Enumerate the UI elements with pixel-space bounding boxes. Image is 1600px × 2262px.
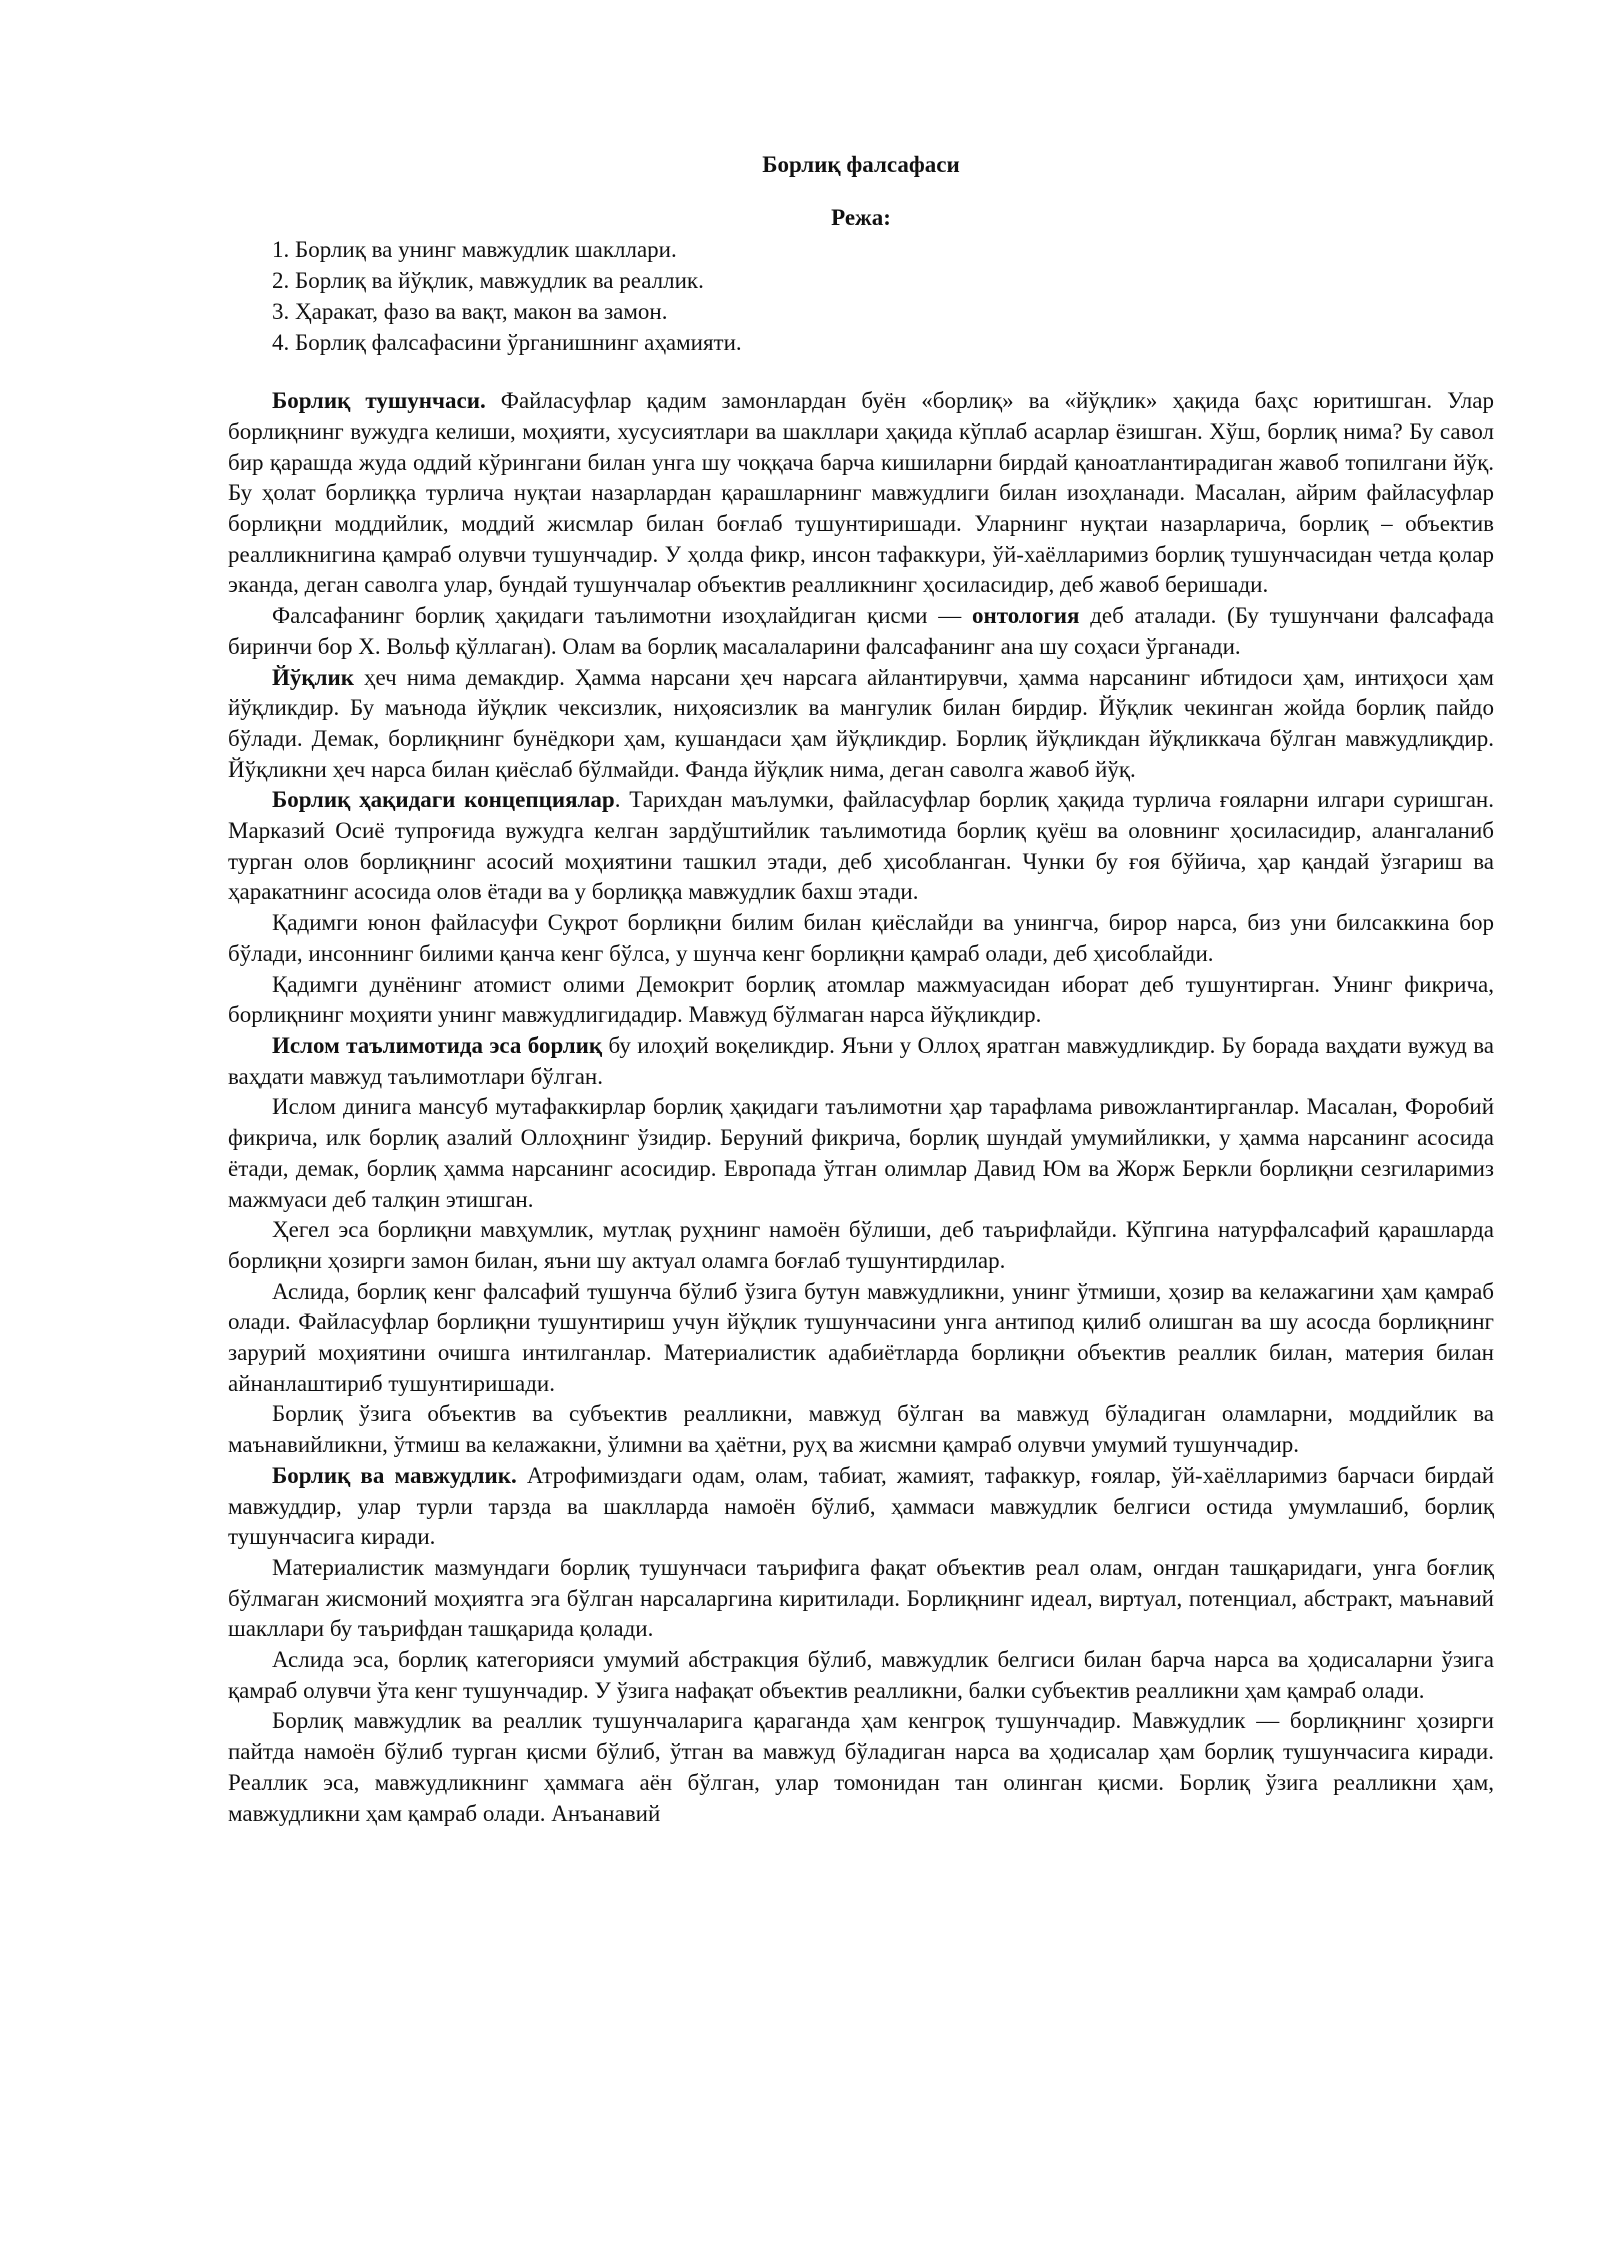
- paragraph-thinkers: Ислом динига мансуб мутафаккирлар борлиқ ҳақидаги таълимотни ҳар тарафлама ривожлантирганлар. Масалан, Форобий фикрича, илк борлиқ азалий Оллоҳнинг ўзидир. Беруний фикрича, борлиқ шундай умумийликки, у ҳамма нарсанинг асосида ётади, демак, борлиқ ҳамма нарсанинг асосидир. Европада ўтган олимлар Давид Юм ва Жорж Беркли борлиқни сезгиларимиз мажмуаси деб талқин этишган.: [228, 1094, 1494, 1212]
- term-ontology: онтология: [971, 603, 1080, 629]
- paragraph-lead: Йўқлик: [272, 664, 355, 690]
- plan-item: 2. Борлиқ ва йўқлик, мавжудлик ва реаллик.: [272, 268, 704, 294]
- paragraph-reality: Борлиқ мавжудлик ва реаллик тушунчаларига қараганда ҳам кенгроқ тушунчадир. Мавжудлик — борлиқнинг ҳозирги пайтда намоён бўлиб турган қисми бўлиб, ўтган ва мавжуд бўладиган нарса ва ҳодисалар ҳам борлиқ тушунчасига киради. Реаллик эса, мавжудликнинг ҳаммага аён бўлган, улар томонидан тан олинган қисми. Борлиқ ўзига реалликни ҳам, мавжудликни ҳам қамраб олади. Анъанавий: [228, 1708, 1494, 1826]
- paragraph-lead: Борлиқ тушунчаси.: [272, 388, 486, 414]
- paragraph-lead: Борлиқ ҳақидаги концепциялар: [272, 787, 615, 813]
- document-title: Борлиқ фалсафаси: [762, 152, 960, 177]
- plan-heading: Режа:: [831, 204, 891, 230]
- paragraph-broad-concept: Аслида, борлиқ кенг фалсафий тушунча бўлиб ўзига бутун мавжудликни, унинг ўтмиши, ҳозир ва келажагини ҳам қамраб олади. Файласуфлар борлиқни тушунтириш учун йўқлик тушунчасини унга антипод қилиб олишган ва шу асосда борлиқнинг зарурий моҳиятини очишга интилганлар. Материалистик адабиётларда борлиқни объектив реаллик билан, материя билан айнанлаштириб тушунтиришади.: [228, 1278, 1494, 1396]
- plan-list: [228, 235, 1494, 358]
- paragraph-concepts: [228, 785, 1494, 908]
- plan-item: 4. Борлиқ фалсафасини ўрганишнинг аҳамияти.: [272, 329, 742, 355]
- paragraph-text: . Тарихдан маълумки, файласуфлар борлиқ ҳақида турлича ғояларни илгари суришган. Марказий Осиё тупроғида вужудга келган зардўштийлик таълимотида борлиқ қуёш ва оловнинг ҳосиласидир, алангаланиб турган олов борлиқнинг асосий моҳиятини ташкил этади, деб ҳисобланган. Чунки бу ғоя бўйича, ҳар қандай ўзгариш ва ҳаракатнинг асосида олов ётади ва у борлиққа мавжудлик бахш этади.: [228, 787, 1494, 905]
- paragraph-hegel: Ҳегел эса борлиқни мавҳумлик, мутлақ руҳнинг намоён бўлиши, деб таърифлайди. Кўпгина натурфалсафий қарашларда борлиқни ҳозирги замон билан, яъни шу актуал оламга боғлаб тушунтирдилар.: [228, 1217, 1494, 1273]
- paragraph-islam: [228, 1031, 1494, 1092]
- paragraph-socrates: Қадимги юнон файласуфи Суқрот борлиқни билим билан қиёслайди ва унингча, бирор нарса, биз уни билсаккина бор бўлади, инсоннинг билими қанча кенг бўлса, у шунча кенг борлиқни қамраб олади, деб ҳисоблайди.: [228, 910, 1494, 966]
- paragraph-lead: Борлиқ ва мавжудлик.: [272, 1462, 517, 1488]
- plan-item: 1. Борлиқ ва унинг мавжудлик шакллари.: [272, 237, 677, 263]
- paragraph-lead: Ислом таълимотида эса борлиқ: [272, 1032, 603, 1058]
- document-page: [228, 150, 1494, 1829]
- paragraph-text: Атрофимиздаги одам, олам, табиат, жамият, тафаккур, ғоялар, ўй-хаёлларимиз барчаси бирдай мавжуддир, улар турли тарзда ва шаклларда намоён бўлиб, ҳаммаси мавжудлик белгиси остида умумлашиб, борлиқ тушунчасига киради.: [228, 1462, 1495, 1550]
- paragraph-materialist: Материалистик мазмундаги борлиқ тушунчаси таърифига фақат объектив реал олам, онгдан ташқаридаги, унга боғлиқ бўлмаган жисмоний моҳиятга эга бўлган нарсаларгина киритилади. Борлиқнинг идеал, виртуал, потенциал, абстракт, маънавий шакллари бу таърифдан ташқарида қолади.: [228, 1554, 1494, 1642]
- paragraph-nothingness: [228, 663, 1494, 786]
- paragraph-democritus: Қадимги дунёнинг атомист олими Демокрит борлиқ атомлар мажмуасидан иборат деб тушунтирган. Унинг фикрича, борлиқнинг моҳияти унинг мавжудлигидадир. Мавжуд бўлмаган нарса йўқликдир.: [228, 971, 1494, 1028]
- paragraph-category: Аслида эса, борлиқ категорияси умумий абстракция бўлиб, мавжудлик белгиси билан барча нарса ва ҳодисаларни ўзига қамраб олувчи ўта кенг тушунчадир. У ўзига нафақат объектив реалликни, балки субъектив реалликни ҳам қамраб олади.: [228, 1647, 1494, 1703]
- paragraph-text: Файласуфлар қадим замонлардан буён «борлиқ» ва «йўқлик» ҳақида баҳс юритишган. Улар борлиқнинг вужудга келиши, моҳияти, хусусиятлари ва шакллари ҳақида кўплаб асарлар ёзишган. Хўш, борлиқ нима? Бу савол бир қарашда жуда оддий кўрингани билан унга шу чоққача барча кишиларни бирдай қаноатлантирадиган жавоб топилгани йўқ. Бу ҳолат борлиққа турлича нуқтаи назарлардан қарашларнинг мавжудлиги билан изоҳланади. Масалан, айрим файласуфлар борлиқни моддийлик, моддий жисмлар билан боғлаб тушунтиришади. Уларнинг нуқтаи назарларича, борлиқ – объектив реалликнигина қамраб олувчи тушунчадир. У ҳолда фикр, инсон тафаккури, ўй-хаёлларимиз борлиқ тушунчасидан четда қолар эканда, деган саволга улар, бундай тушунчалар объектив реалликнинг ҳосиласидир, деб жавоб беришади.: [228, 388, 1494, 598]
- plan-item: 3. Ҳаракат, фазо ва вақт, макон ва замон.: [272, 298, 668, 324]
- paragraph-being-existence: [228, 1461, 1494, 1553]
- paragraph-text: бу илоҳий воқеликдир. Яъни у Оллоҳ яратган мавжудликдир. Бу борада ваҳдати вужуд ва ваҳдати мавжуд таълимотлари бўлган.: [228, 1032, 1494, 1089]
- paragraph-concept-of-being: [228, 386, 1494, 601]
- paragraph-ontology: [228, 601, 1494, 662]
- paragraph-text: Фалсафанинг борлиқ ҳақидаги таълимотни изоҳлайдиган қисми —: [272, 603, 972, 629]
- paragraph-objective-subjective: Борлиқ ўзига объектив ва субъектив реалликни, мавжуд бўлган ва мавжуд бўладиган оламларни, моддийлик ва маънавийликни, ўтмиш ва келажакни, ўлимни ва ҳаётни, руҳ ва жисмни қамраб олувчи умумий тушунчадир.: [228, 1401, 1494, 1458]
- paragraph-text: деб аталади. (Бу тушунчани фалсафада биринчи бор Х. Вольф қўллаган). Олам ва борлиқ масалаларини фалсафанинг ана шу соҳаси ўрганади.: [228, 603, 1495, 659]
- paragraph-text: ҳеч нима демакдир. Ҳамма нарсани ҳеч нарсага айлантирувчи, ҳамма нарсанинг ибтидоси ҳам, интиҳоси ҳам йўқликдир. Бу маънода йўқлик чексизлик, ниҳоясизлик ва мангулик билан бирдир. Йўқлик чекинган жойда борлиқ пайдо бўлади. Демак, борлиқнинг бунёдкори ҳам, кушандаси ҳам йўқликдир. Борлиқ йўқликдан йўқликкача бўлган мавжудлиқдир. Йўқликни ҳеч нарса билан қиёслаб бўлмайди. Фанда йўқлик нима, деган саволга жавоб йўқ.: [228, 664, 1494, 782]
